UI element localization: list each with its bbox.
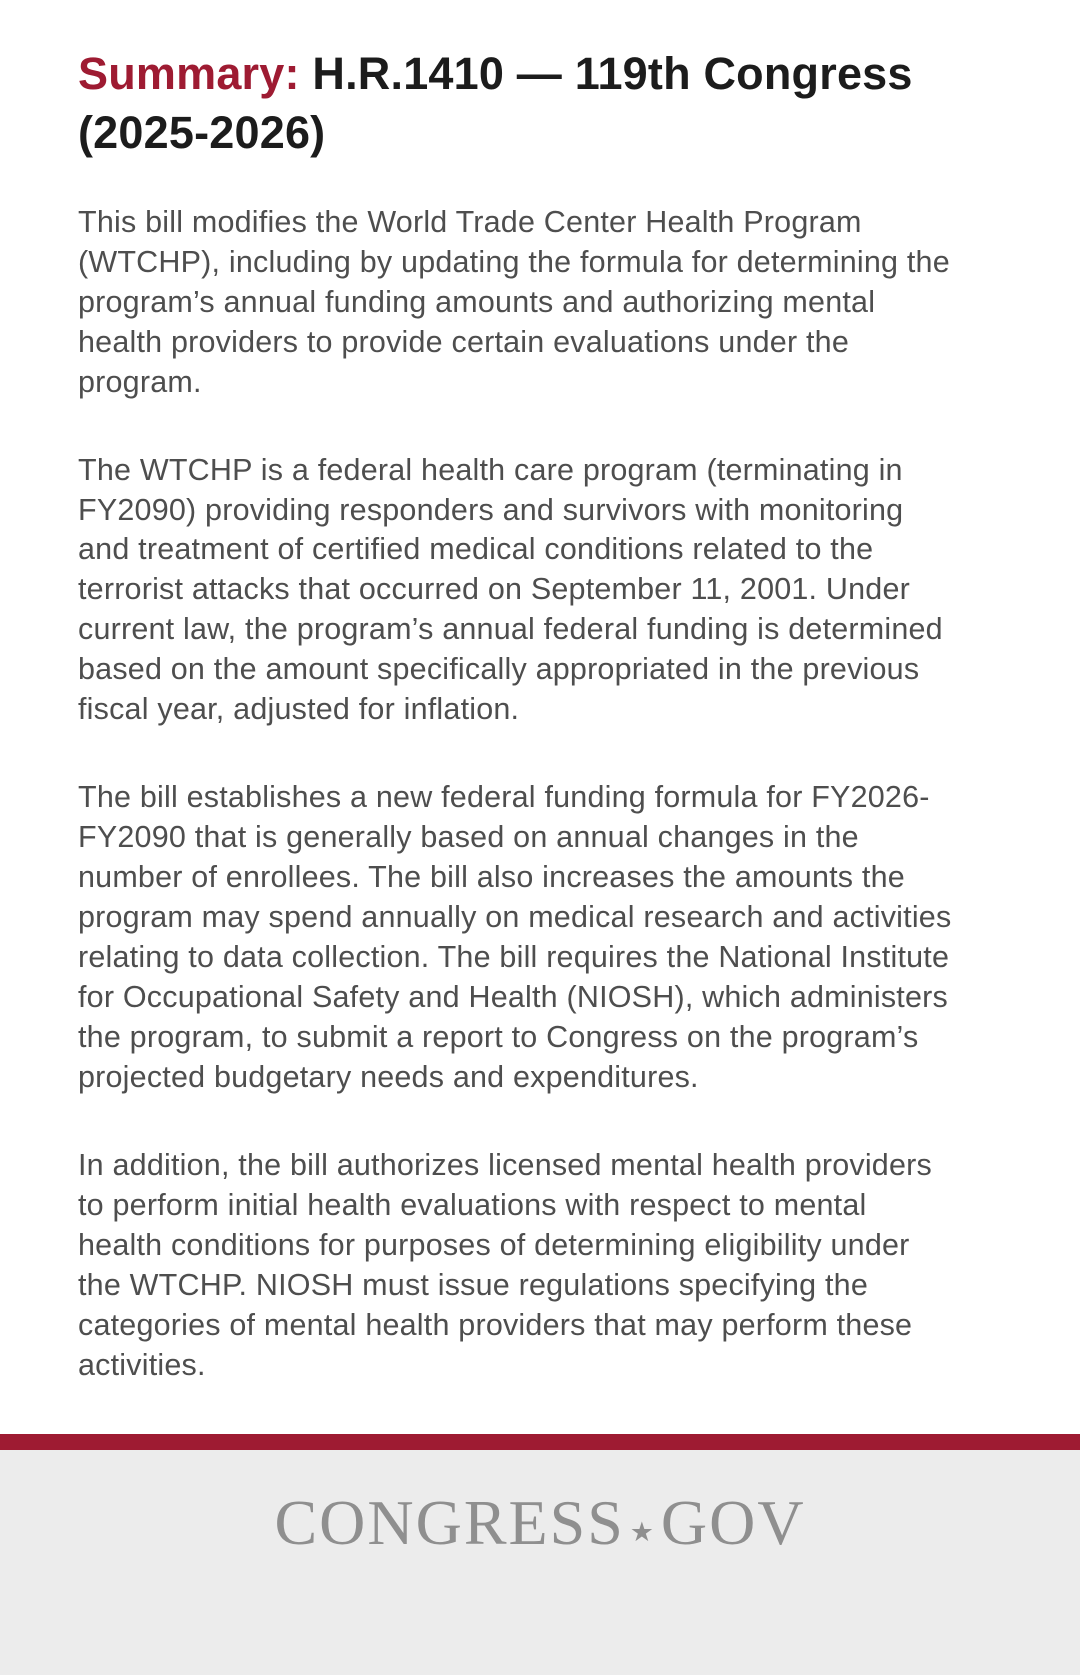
bill-title-text: H.R.1410 — 119th Congress (2025-2026)	[78, 48, 913, 159]
logo-text-gov: GOV	[660, 1486, 806, 1558]
page-title	[78, 44, 1000, 163]
summary-paragraph-2: The WTCHP is a federal health care program (terminating in FY2090) providing responders and survivors with monitoring and treatment of certified medical conditions related to the terrorist attacks that occurred on September 11, 2001. Under current law, the program’s annual federal funding is determined based on the amount specifically appropriated in the previous fiscal year, adjusted for inflation.	[78, 452, 943, 727]
summary-paragraph-4: In addition, the bill authorizes licensed mental health providers to perform initial health evaluations with respect to mental health conditions for purposes of determining eligibility under the WTCHP. NIOSH must issue regulations specifying the categories of mental health providers that may perform these activities.	[78, 1147, 932, 1382]
footer-accent-bar	[0, 1434, 1080, 1450]
star-icon: ★	[629, 1516, 656, 1547]
summary-label: Summary:	[78, 48, 300, 99]
congress-gov-logo	[274, 1486, 805, 1560]
footer	[0, 1450, 1080, 1675]
summary-paragraph-3: The bill establishes a new federal funding formula for FY2026-FY2090 that is generally based on annual changes in the number of enrollees. The bill also increases the amounts the program may spend annually on medical research and activities relating to data collection. The bill requires the National Institute for Occupational Safety and Health (NIOSH), which administers the program, to submit a report to Congress on the program’s projected budgetary needs and expenditures.	[78, 780, 952, 1094]
summary-paragraph-1: This bill modifies the World Trade Center Health Program (WTCHP), including by updating the formula for determining the program’s annual funding amounts and authorizing mental health providers to provide certain evaluations under the program.	[78, 204, 950, 399]
logo-text-congress: CONGRESS	[274, 1486, 625, 1558]
